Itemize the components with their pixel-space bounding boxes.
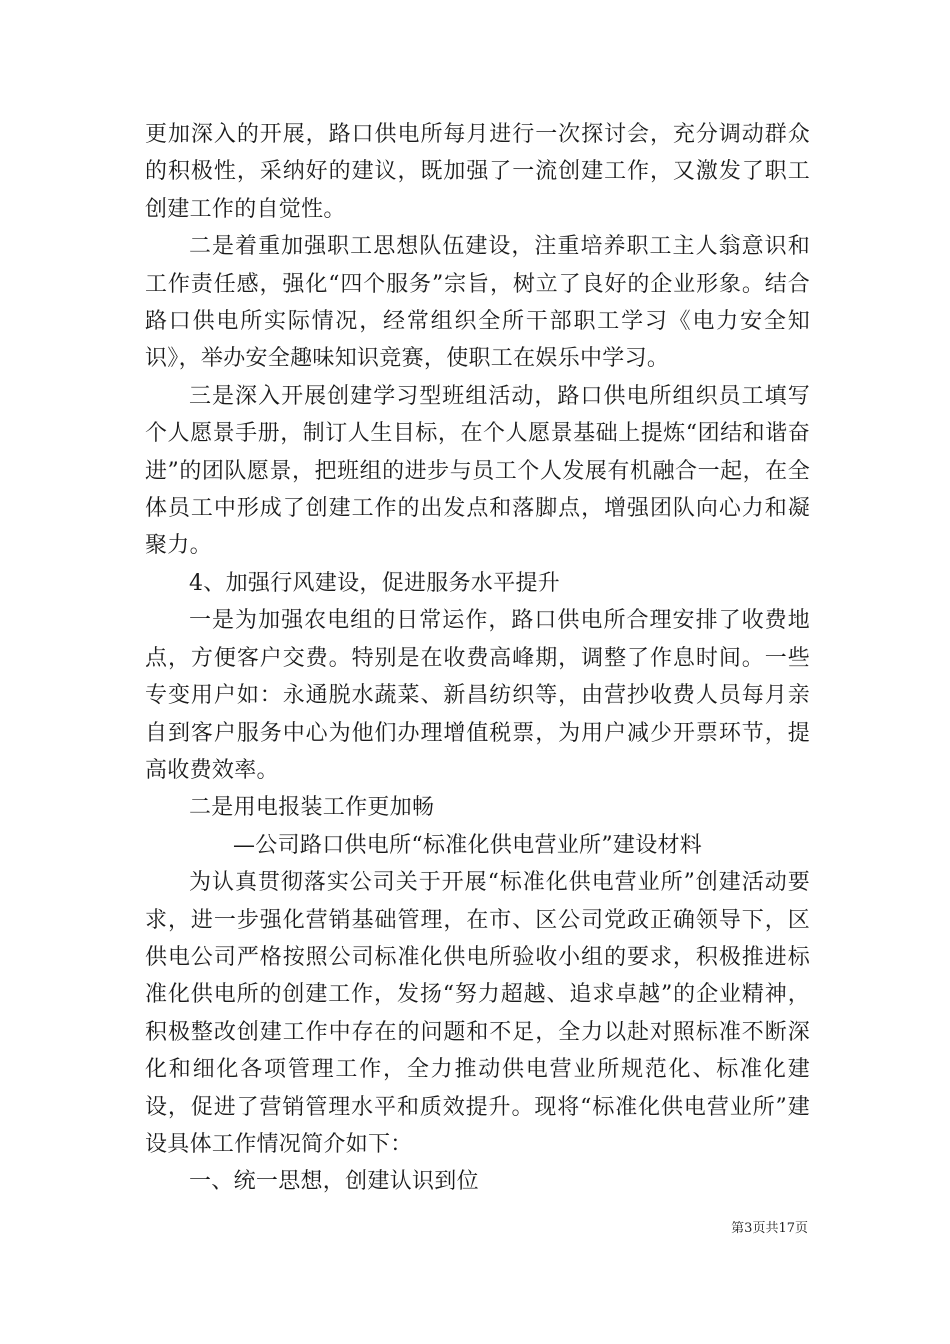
page-number: 第3页共17页 bbox=[731, 1221, 808, 1236]
document-body bbox=[145, 116, 810, 1201]
section-heading-unify-thinking: 一、统一思想，创建认识到位 bbox=[189, 1169, 479, 1195]
paragraph-learning-team: 三是深入开展创建学习型班组活动，路口供电所组织员工填写个人愿景手册，制订人生目标，在个人愿景基础上提炼“团结和谐奋进”的团队愿景，把班组的进步与员工个人发展有机融合一起，在全体员工中形成了创建工作的出发点和落脚点，增强团队向心力和凝聚力。 bbox=[145, 383, 810, 559]
paragraph-fee-collection: 一是为加强农电组的日常运作，路口供电所合理安排了收费地点，方便客户交费。特别是在收费高峰期，调整了作息时间。一些专变用户如：永通脱水蔬菜、新昌纺织等，由营抄收费人员每月亲自到客户服务中心为他们办理增值税票，为用户减少开票环节，提高收费效率。 bbox=[145, 608, 810, 783]
document-subtitle: —公司路口供电所“标准化供电营业所”建设材料 bbox=[233, 832, 703, 858]
paragraph-staff-ideology: 二是着重加强职工思想队伍建设，注重培养职工主人翁意识和工作责任感，强化“四个服务”宗旨，树立了良好的企业形象。结合路口供电所实际情况，经常组织全所干部职工学习《电力安全知识》，举办安全趣味知识竞赛，使职工在娱乐中学习。 bbox=[145, 234, 810, 372]
paragraph-continuation: 更加深入的开展，路口供电所每月进行一次探讨会，充分调动群众的积极性，采纳好的建议，既加强了一流创建工作，又激发了职工创建工作的自觉性。 bbox=[145, 122, 810, 222]
section-heading-service: 4、加强行风建设，促进服务水平提升 bbox=[189, 570, 561, 596]
page-footer bbox=[0, 1219, 950, 1239]
paragraph-installation: 二是用电报装工作更加畅 bbox=[189, 795, 435, 821]
paragraph-introduction: 为认真贯彻落实公司关于开展“标准化供电营业所”创建活动要求，进一步强化营销基础管理，在市、区公司党政正确领导下，区供电公司严格按照公司标准化供电所验收小组的要求，积极推进标准化供电所的创建工作，发扬“努力超越、追求卓越”的企业精神，积极整改创建工作中存在的问题和不足，全力以赴对照标准不断深化和细化各项管理工作，全力推动供电营业所规范化、标准化建设，促进了营销管理水平和质效提升。现将“标准化供电营业所”建设具体工作情况简介如下： bbox=[145, 870, 810, 1157]
